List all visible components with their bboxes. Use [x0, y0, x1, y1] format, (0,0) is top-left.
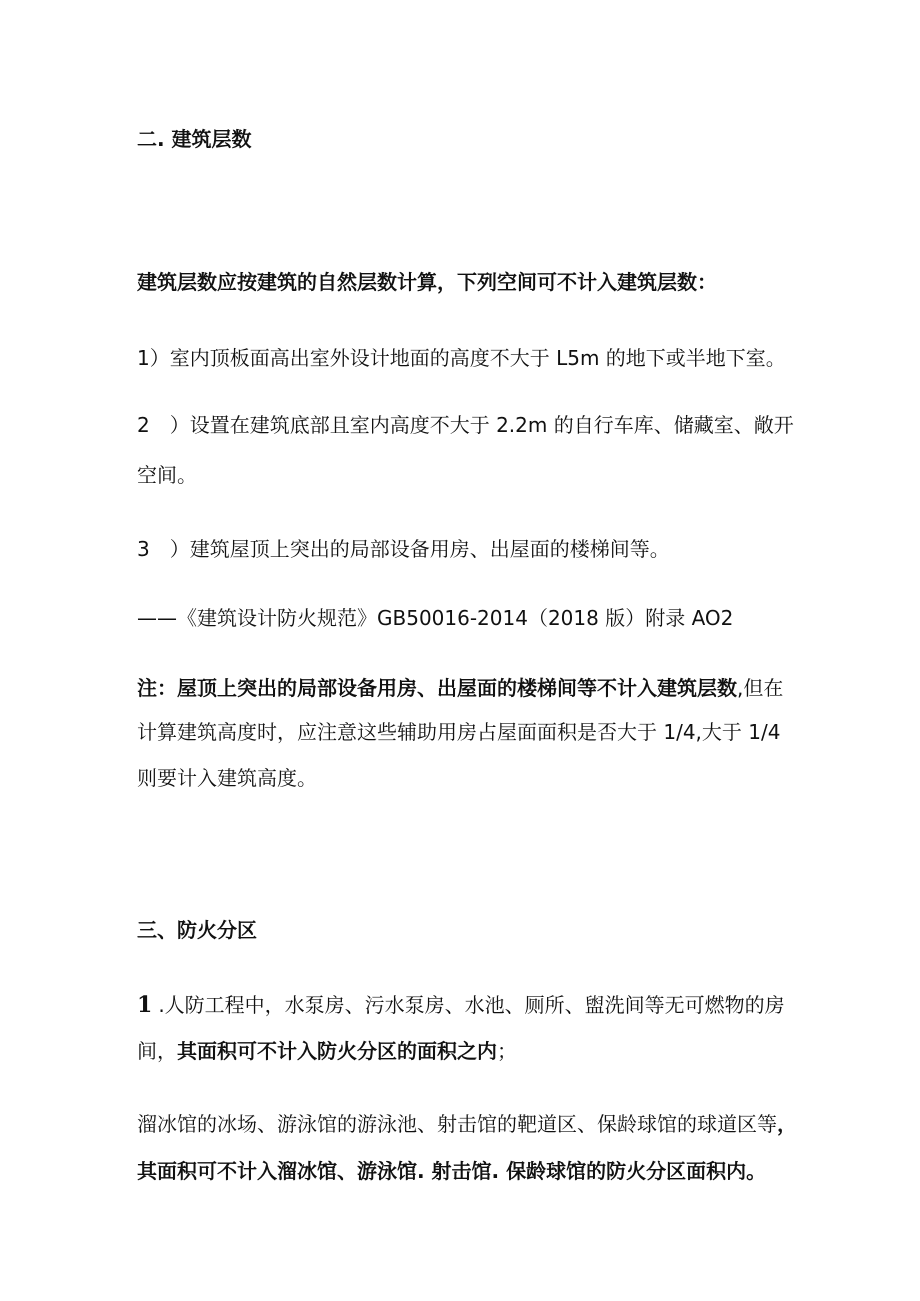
fire-paragraph-1-line-1 [137, 993, 785, 1017]
list-item-3: 3 ）建筑屋顶上突出的局部设备用房、出屋面的楼梯间等。 [137, 537, 670, 561]
note-tail-text: ,但在 [737, 676, 784, 700]
list-item-1: 1）室内顶板面高出室外设计地面的高度不大于 L5m 的地下或半地下室。 [137, 346, 786, 370]
paragraph-1-text: .人防工程中，水泵房、污水泵房、水池、厕所、盥洗间等无可燃物的房 [158, 993, 785, 1017]
paragraph-1-line-2-end: ； [497, 1039, 517, 1063]
section-heading-building-floors: 二. 建筑层数 [137, 127, 252, 151]
fire-paragraph-1-line-2 [137, 1039, 517, 1063]
note-line-3: 则要计入建筑高度。 [137, 766, 317, 790]
note-line-1 [137, 676, 783, 700]
floors-intro-paragraph: 建筑层数应按建筑的自然层数计算，下列空间可不计入建筑层数： [137, 270, 717, 294]
paragraph-1-line-2-bold: 其面积可不计入防火分区的面积之内 [177, 1039, 497, 1063]
code-citation: ——《建筑设计防火规范》GB50016-2014（2018 版）附录 AO2 [137, 606, 734, 630]
paragraph-1-line-2-normal: 间， [137, 1039, 177, 1063]
note-bold-text: 注：屋顶上突出的局部设备用房、出屋面的楼梯间等不计入建筑层数 [137, 676, 737, 700]
paragraph-2-line-1-bold: ， [777, 1112, 797, 1136]
section-heading-fire-compartment: 三、防火分区 [137, 918, 257, 942]
fire-paragraph-2-line-1 [137, 1112, 797, 1136]
note-line-2: 计算建筑高度时，应注意这些辅助用房占屋面面积是否大于 1/4,大于 1/4 [137, 720, 781, 744]
paragraph-number: 1 [137, 992, 153, 1018]
paragraph-2-line-1-normal: 溜冰馆的冰场、游泳馆的游泳池、射击馆的靶道区、保龄球馆的球道区等 [137, 1112, 777, 1136]
list-item-2-line-2: 空间。 [137, 463, 197, 487]
fire-paragraph-2-line-2: 其面积可不计入溜冰馆、游泳馆. 射击馆. 保龄球馆的防火分区面积内。 [137, 1159, 767, 1183]
list-item-2-line-1: 2 ）设置在建筑底部且室内高度不大于 2.2m 的自行车库、储藏室、敞开 [137, 413, 794, 437]
